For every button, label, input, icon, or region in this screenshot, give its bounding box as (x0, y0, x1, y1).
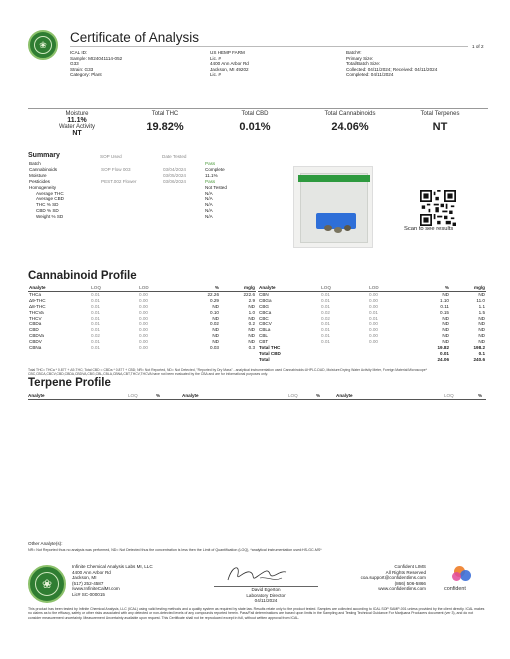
cannabinoid-cell: ND (478, 327, 485, 333)
summary-row-result: Not Tested (205, 184, 227, 190)
summary-row-sop: PEST.002 Flower (101, 178, 137, 184)
leaf-icon: ❀ (34, 36, 52, 54)
summary-row-result: N/A (205, 208, 213, 214)
leaf-icon: ❀ (35, 572, 59, 596)
cannabinoid-cell: 1.1 (478, 303, 485, 309)
cannabinoid-footnote: Total THC= THCa * 0.877 + Δ9-THC; Total CBD = CBDa * 0.877 + CBD; NR= Not Reported, ND= Not Detected, "Reported by Dry Mass" - analytical instrumentation used Cannabinoids:UHPLC-DAD, Moisture:Drying Water Activity Meter, Foreign Material:Microscope* CBC,CBCA,CBCV,CBD,CBDA,CBDVA,CBG,CBL,CBLA,CBNA,CBT,THCV,THCVA have not been evaluated by the CBA and are for informational purposes only. (28, 368, 427, 377)
cannabinoid-cell: ND (248, 303, 255, 309)
cannabinoid-cell: 0.01 (91, 327, 100, 333)
cannabinoid-cell: ND (248, 333, 255, 339)
cannabinoid-header-cell: LOQ (90, 285, 138, 291)
cannabinoid-cell: 0.02 (210, 321, 219, 327)
disclaimer: This product has been tested by Infinite Chemical Analysis, LLC (ICAL) using valid testing methods and a quality system as required by state law. Results relate only to the product tested. Samples are collected according to ICAL SOP SAMP-001 unless provided by the client directly. ICAL makes no claims as to the efficacy, safety or other risks associated with any detected or non-detected levels of any compounds reported herein. Pass/Fail determinations are based upon limits in the Sampling and Testing Technical Guidance For Marijuana Producers document (ver 3), and do not consider measurement uncertainty. Measurement Uncertainty available upon request. This Certificate shall not be reproduced except in full, without written approval from ICAL. (28, 607, 485, 620)
cannabinoid-cell: ND (212, 303, 219, 309)
cannabinoid-cell: 0.15 (440, 309, 449, 315)
total-cbd-metric: Total CBD 0.01% (239, 111, 271, 133)
summary-row-result: Pass (205, 161, 216, 166)
cannabinoid-cell: 0.00 (139, 315, 148, 321)
cannabinoid-total-blank (368, 357, 412, 363)
cannabinoid-cell: 0.01 (91, 339, 100, 345)
cannabinoid-header-cell: % (182, 285, 220, 291)
cannabinoid-cell: 0.00 (369, 297, 378, 303)
summary-row-name: CBD % SD (36, 208, 59, 214)
cannabinoid-cell: 0.02 (321, 309, 330, 315)
cannabinoid-cell: THCa (29, 291, 41, 297)
cannabinoid-total-label: Total THC (259, 345, 281, 351)
cannabinoid-cell: 0.11 (440, 303, 449, 309)
cannabinoid-cell: 0.02 (91, 333, 100, 339)
moisture-metric: Moisture 11.1% Water Activity NT (58, 111, 96, 137)
lab-seal-logo (28, 30, 58, 60)
summary-row-name: Pesticides (29, 178, 50, 184)
terpene-title: Terpene Profile (28, 377, 111, 389)
cannabinoid-header-cell: Analyte (28, 285, 90, 291)
cannabinoid-total-row (258, 357, 486, 363)
summary-row-result: Pass (205, 178, 216, 184)
summary-row (28, 214, 228, 220)
cannabinoid-cell: 0.01 (321, 333, 330, 339)
cannabinoid-cell: 1.0 (248, 309, 255, 315)
summary-row-name: THC % SD (36, 202, 59, 208)
cannabinoid-title: Cannabinoid Profile (28, 270, 137, 282)
summary-row-result: N/A (205, 202, 213, 208)
cannabinoid-table-left (28, 285, 256, 351)
cannabinoid-cell: CBDV (29, 339, 42, 345)
cannabinoid-cell: ND (248, 339, 255, 345)
cannabinoid-cell: Δ8-THC (29, 303, 46, 309)
scan-to-see-results: Scan to see results (404, 226, 454, 232)
cannabinoid-cell: 0.01 (321, 303, 330, 309)
cannabinoid-cell: 0.01 (369, 315, 378, 321)
summary-row-name: Homogeneity (29, 184, 57, 190)
cannabinoid-cell: 0.01 (369, 309, 378, 315)
cannabinoid-cell: 1.10 (440, 297, 449, 303)
cannabinoid-cell: ND (248, 315, 255, 321)
page-number: 1 of 2 (472, 44, 484, 49)
cannabinoid-cell: ND (212, 333, 219, 339)
cannabinoid-cell: 0.01 (321, 291, 330, 297)
cannabinoid-total-percent: 19.82 (437, 345, 449, 351)
signature-image (210, 560, 320, 586)
summary-col-date: Date Tested (162, 154, 187, 159)
cannabinoid-cell: CBDa (29, 321, 42, 327)
cannabinoid-cell: 0.01 (91, 345, 100, 351)
cannabinoid-cell: 0.01 (321, 297, 330, 303)
summary-table (28, 161, 228, 220)
cannabinoid-cell: 0.00 (139, 309, 148, 315)
summary-row-name: Weight % SD (36, 214, 64, 220)
summary-row-sop (100, 214, 162, 220)
cannabinoid-cell: CBN (259, 291, 269, 297)
cannabinoid-cell: 0.03 (210, 345, 219, 351)
qr-code-icon (420, 190, 456, 226)
total-terpenes-metric: Total Terpenes NT (420, 111, 460, 133)
cannabinoid-cell: 0.00 (139, 339, 148, 345)
cannabinoid-cell: ND (442, 333, 449, 339)
summary-row-date: 03/04/2024 (163, 166, 186, 172)
cannabinoid-cell: 0.00 (139, 327, 148, 333)
batch-info: Batch#: Primary Size: Total/Batch Size: Collected: 04/11/2024; Received: 04/11/2024 Completed: 04/11/2024 (346, 50, 438, 78)
cannabinoid-cell: CBDVa (29, 333, 44, 339)
cannabinoid-cell: 0.01 (321, 339, 330, 345)
cannabinoid-cell: 222.6 (243, 291, 255, 297)
footer-seal-logo (28, 565, 66, 603)
cannabinoid-cell: THCVa (29, 309, 44, 315)
summary-row-date: 03/06/2024 (163, 178, 186, 184)
cannabinoid-cell: ND (212, 339, 219, 345)
cannabinoid-cell: CBC (259, 315, 269, 321)
summary-row-name: Moisture (29, 172, 47, 178)
summary-row-result: N/A (205, 190, 213, 196)
cannabinoid-cell: CBD (29, 327, 39, 333)
cannabinoid-cell: 0.00 (139, 321, 148, 327)
cannabinoid-total-mg: 0.1 (478, 350, 485, 356)
cannabinoid-cell: ND (442, 291, 449, 297)
cannabinoid-cell: 0.10 (210, 309, 219, 315)
cannabinoid-cell: 0.01 (91, 297, 100, 303)
results-qr-code[interactable] (420, 190, 456, 231)
cannabinoid-total-blank (320, 357, 368, 363)
cannabinoid-cell: CBCa (259, 309, 272, 315)
summary-row-date (162, 214, 204, 220)
sample-photo (293, 166, 373, 248)
summary-row-name: Average CBD (36, 196, 65, 202)
cannabinoid-cell: Δ9-THC (29, 297, 46, 303)
summary-row-date: 03/05/2024 (163, 172, 186, 178)
summary-row-sop: SOP Flow 003 (101, 166, 131, 172)
other-analytes-title: Other Analyte(s): (28, 541, 63, 546)
cannabinoid-cell: 0.00 (369, 303, 378, 309)
cannabinoid-cell: 2.9 (248, 297, 255, 303)
summary-title: Summary (28, 152, 60, 159)
cannabinoid-cell: 1.5 (478, 309, 485, 315)
lab-info: US HEMP FARM Lic. # 4400 Ann Arbor Rd Jackson, MI 49202 Lic. # (210, 50, 249, 78)
cannabinoid-cell: 0.00 (369, 339, 378, 345)
cannabinoid-cell: THCV (29, 315, 42, 321)
cannabinoid-cell: 0.00 (139, 333, 148, 339)
cannabinoid-total-percent: 0.01 (440, 350, 449, 356)
total-cannabinoids-metric: Total Cannabinoids 24.06% (324, 111, 376, 133)
cannabinoid-cell: ND (442, 321, 449, 327)
cannabinoid-cell: 11.0 (476, 297, 485, 303)
header-divider (70, 46, 468, 47)
cannabinoid-cell: 0.01 (91, 303, 100, 309)
cannabinoid-cell: ND (478, 333, 485, 339)
cannabinoid-cell: ND (442, 327, 449, 333)
cannabinoid-cell: 0.00 (139, 291, 148, 297)
cannabinoid-cell: CBT (259, 339, 269, 345)
cannabinoid-header-cell: Analyte (258, 285, 320, 291)
lims-contact: Confident LIMS All Rights Reserved coa.support@confidentlims.com (866) 506-5866 www.confidentlims.com (360, 564, 426, 592)
cannabinoid-cell: 22.26 (207, 291, 219, 297)
summary-row-result: N/A (205, 214, 213, 220)
cannabinoid-cell: 0.01 (91, 321, 100, 327)
summary-row-result: 11.1% (205, 172, 218, 178)
cannabinoid-cell: 0.00 (139, 303, 148, 309)
other-analytes-note: NR= Not Reported thus no analysis was performed, ND= Not Detected thus the concentration is less then the Limit of Quantification (LOQ), *analytical instrumentation used:HS-GC-MS* (28, 548, 322, 552)
cannabinoid-cell: ND (212, 327, 219, 333)
confident-logo-icon (448, 566, 478, 586)
cannabinoid-header-cell: mg/g (450, 285, 486, 291)
cannabinoid-cell: 0.01 (91, 315, 100, 321)
terpene-header: Analyte LOQ % Analyte LOQ % Analyte LOQ % (28, 393, 486, 400)
cannabinoid-cell: ND (478, 291, 485, 297)
cannabinoid-cell: 0.00 (369, 291, 378, 297)
cannabinoid-cell: 0.3 (248, 345, 255, 351)
cannabinoid-header-cell: mg/g (220, 285, 256, 291)
cannabinoid-cell: ND (478, 339, 485, 345)
summary-row-result: N/A (205, 196, 213, 202)
cannabinoid-cell: ND (442, 339, 449, 345)
cannabinoid-cell: 0.00 (139, 345, 148, 351)
cannabinoid-header-cell: LOD (138, 285, 182, 291)
cannabinoid-cell: ND (478, 321, 485, 327)
metrics-divider (28, 108, 488, 109)
client-info: ICAL ID: Sample: MI24041114-052 G33 Strain: G33 Category: Plant (70, 50, 123, 78)
cannabinoid-table-right (258, 285, 486, 363)
cannabinoid-cell: 0.02 (321, 315, 330, 321)
cannabinoid-header-cell: LOQ (320, 285, 368, 291)
cannabinoid-cell: CBLa (259, 327, 271, 333)
cannabinoid-cell: 0.2 (248, 321, 255, 327)
cannabinoid-cell: 0.00 (369, 327, 378, 333)
cannabinoid-total-label: Total CBD (259, 350, 281, 356)
cannabinoid-cell: ND (248, 327, 255, 333)
summary-row-name: Batch (29, 161, 41, 166)
cannabinoid-cell: CBGa (259, 297, 272, 303)
cannabinoid-total-label: Total (259, 356, 270, 362)
signer-block: David Egerton Laboratory Director 04/11/2024 (246, 587, 286, 604)
cannabinoid-total-percent: 24.06 (437, 356, 449, 362)
cannabinoid-cell: ND (212, 315, 219, 321)
cannabinoid-cell: 0.01 (91, 309, 100, 315)
total-thc-metric: Total THC 19.82% (146, 111, 184, 133)
cannabinoid-cell: 0.01 (321, 327, 330, 333)
cannabinoid-cell: CBCV (259, 321, 272, 327)
cannabinoid-row (28, 345, 256, 351)
cannabinoid-cell: 0.01 (91, 291, 100, 297)
page-title: Certificate of Analysis (70, 30, 200, 45)
summary-row-result: Complete (205, 166, 225, 172)
cannabinoid-cell: ND (442, 315, 449, 321)
lab-contact: Infinite Chemical Analysis Labs MI, LLC 4400 Ann Arbor Rd Jackson, MI (517) 252-4587 /www.InfiniteCalMI.com Lic# SC-000015 (72, 564, 153, 597)
cannabinoid-header-cell: LOD (368, 285, 412, 291)
confident-brand: confident (444, 586, 466, 592)
cannabinoid-cell: 0.01 (321, 321, 330, 327)
cannabinoid-total-mg: 198.2 (473, 345, 485, 351)
cannabinoid-cell: 0.00 (369, 333, 378, 339)
summary-row-name: Cannabinoids (29, 166, 58, 172)
cannabinoid-cell: ND (478, 315, 485, 321)
cannabinoid-cell: CBG (259, 303, 269, 309)
cannabinoid-cell: 0.29 (210, 297, 219, 303)
summary-col-sop: SOP Used (100, 154, 122, 159)
cannabinoid-cell: CBL (259, 333, 268, 339)
cannabinoid-total-mg: 240.6 (473, 356, 485, 362)
cannabinoid-cell: CBNa (29, 345, 42, 351)
cannabinoid-cell: 0.00 (369, 321, 378, 327)
summary-row-name: Average THC (36, 190, 64, 196)
cannabinoid-cell: 0.00 (139, 297, 148, 303)
cannabinoid-header-cell: % (412, 285, 450, 291)
